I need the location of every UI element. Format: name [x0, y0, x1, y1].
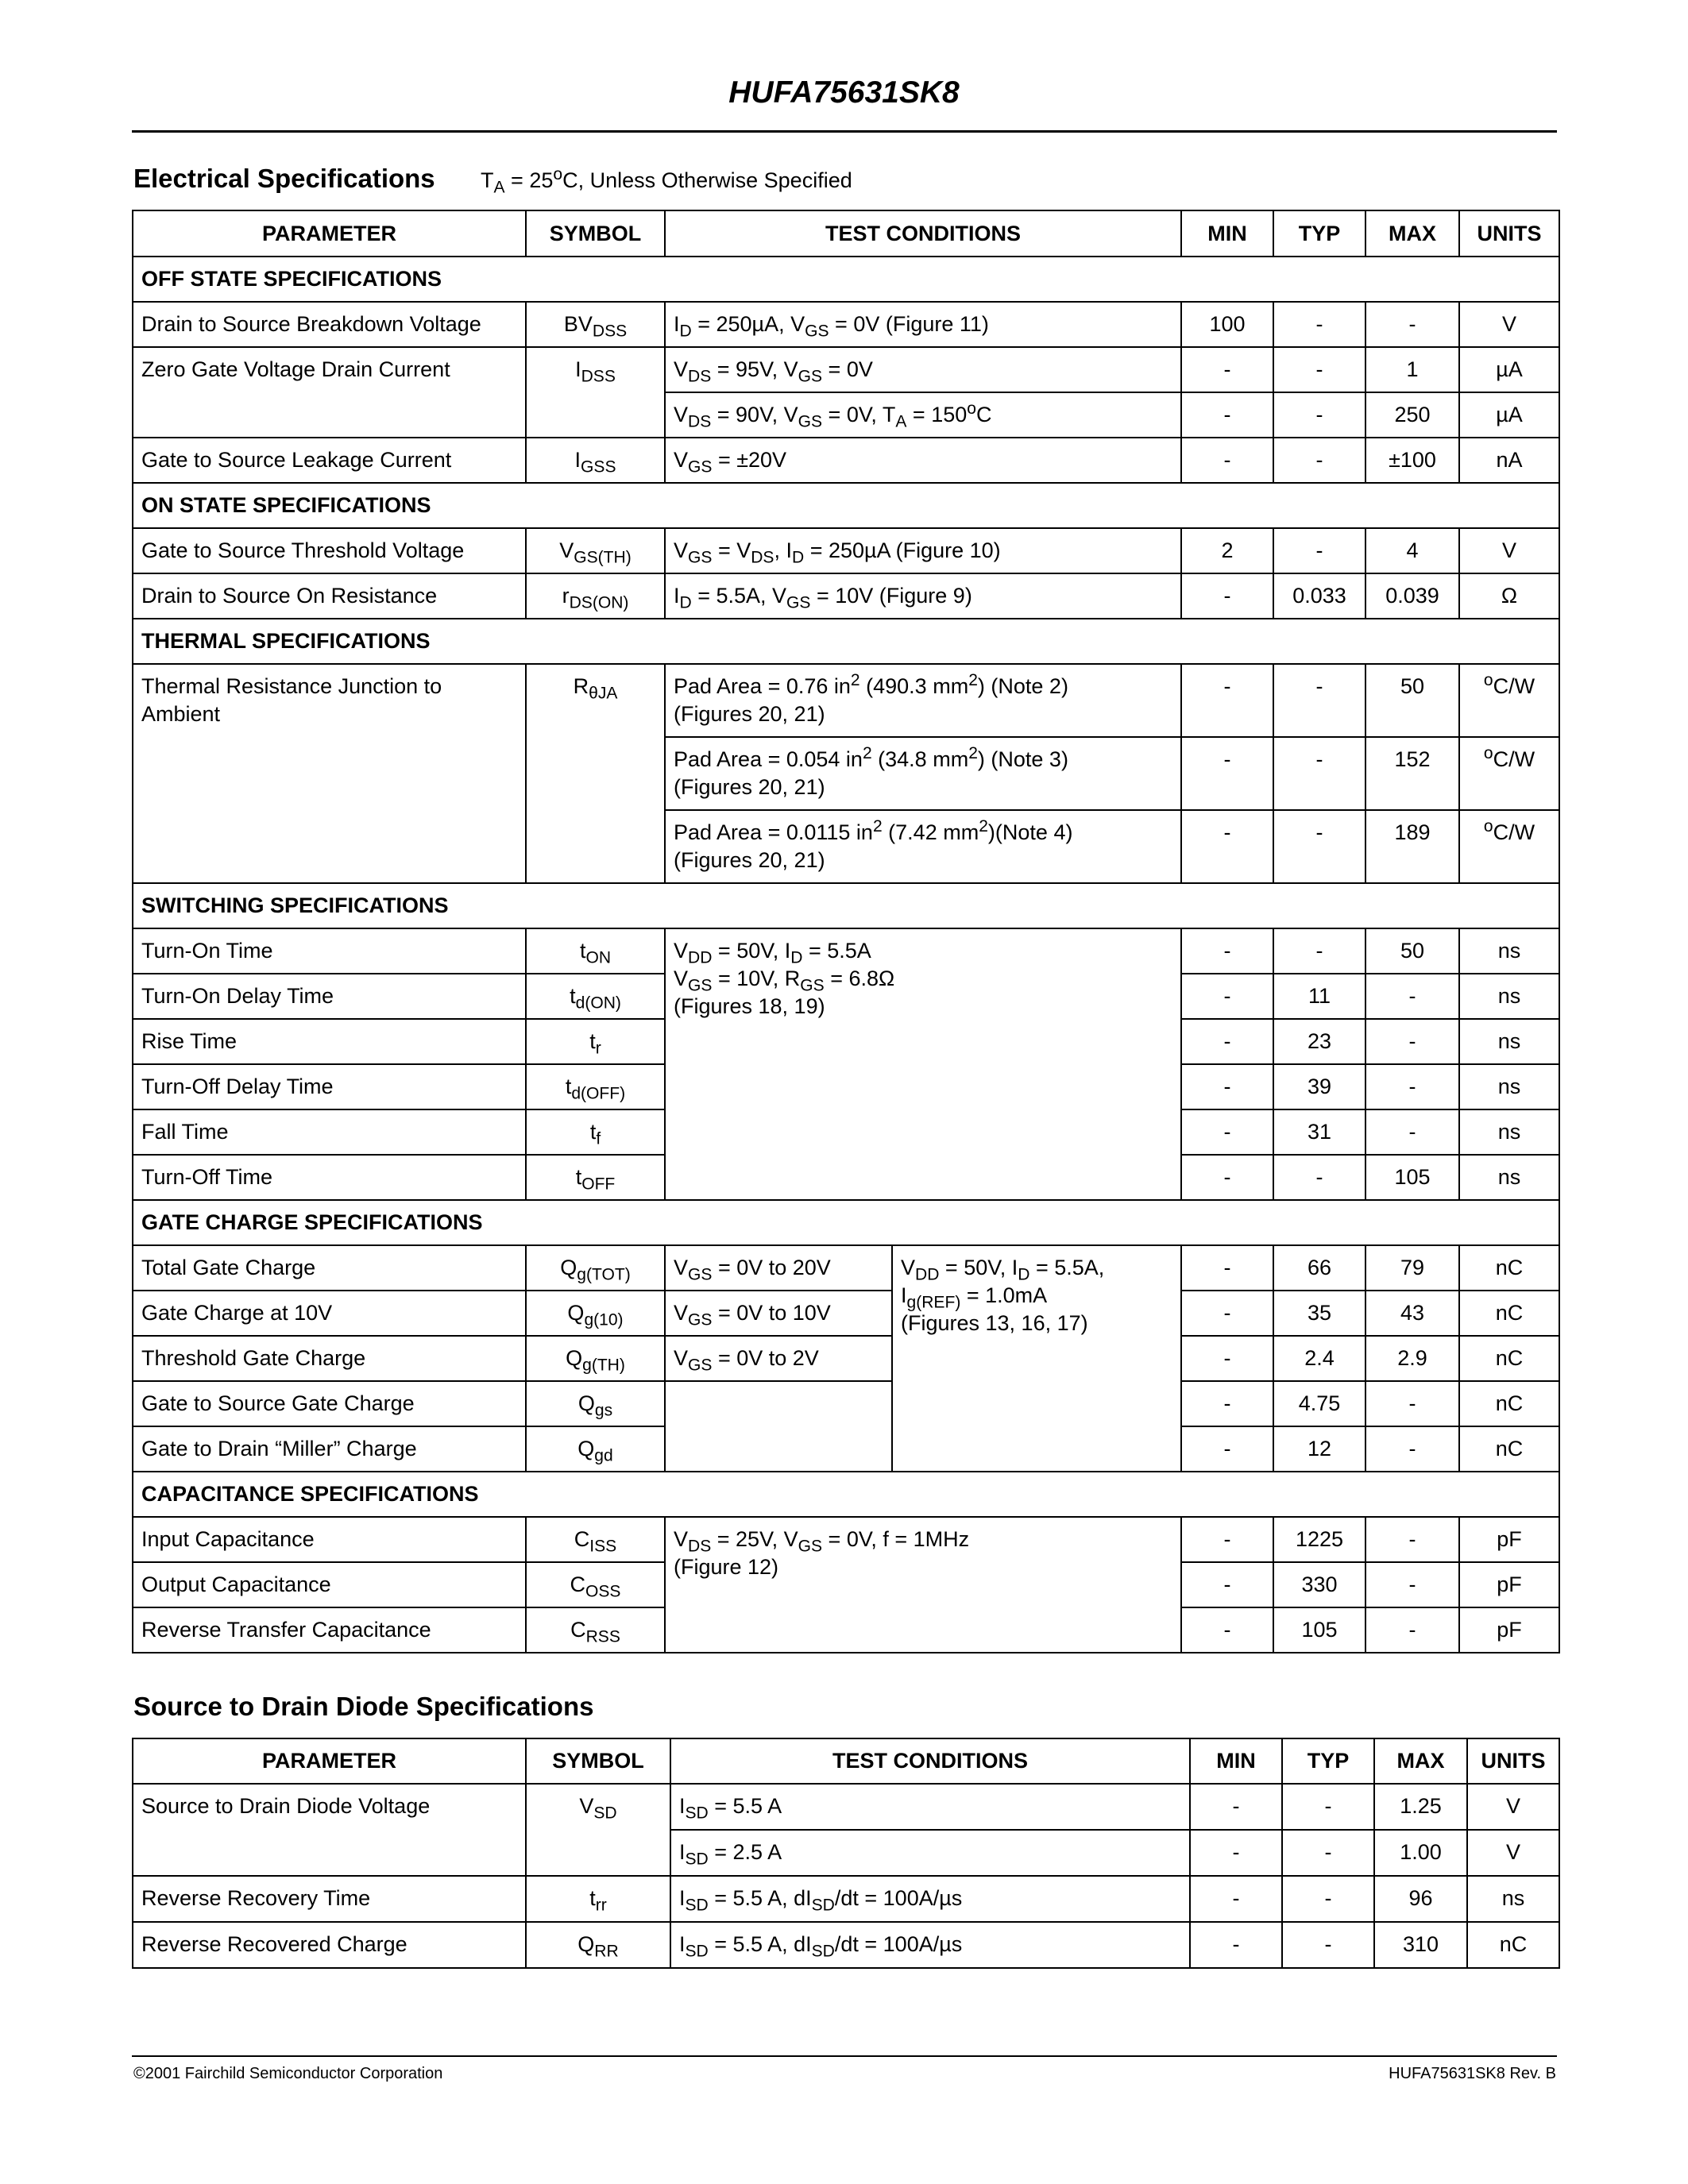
cond-capacitance: $V_{DS} = 25V$, $V_{GS} = 0V$, f = 1MHz (Figure 12)	[665, 1517, 1181, 1653]
col-parameter: PARAMETER	[133, 1738, 526, 1784]
max-value: -	[1365, 974, 1459, 1019]
footer-copyright: ©2001 Fairchild Semiconductor Corporation	[133, 2065, 443, 2082]
max-value: 2.9	[1365, 1336, 1459, 1381]
min-value: -	[1190, 1784, 1282, 1830]
units-value: pF	[1459, 1562, 1559, 1607]
min-value: -	[1181, 573, 1273, 619]
param-qgs: Gate to Source Gate Charge	[133, 1381, 526, 1426]
typ-value: -	[1273, 928, 1365, 974]
typ-value: 1225	[1273, 1517, 1365, 1562]
diode-specs-heading: Source to Drain Diode Specifications	[133, 1692, 594, 1721]
units-value: V	[1467, 1830, 1559, 1876]
col-test-conditions: TEST CONDITIONS	[665, 210, 1181, 257]
max-value: 43	[1365, 1291, 1459, 1336]
max-value: -	[1365, 1109, 1459, 1155]
max-value: 152	[1365, 737, 1459, 810]
max-value: 1	[1365, 347, 1459, 392]
max-value: 4	[1365, 528, 1459, 573]
symbol-bvdss: $BV_{DSS}$	[526, 302, 665, 347]
units-value: µA	[1459, 392, 1559, 438]
diode-specs-table	[132, 1738, 1560, 1969]
param-qgtot: Total Gate Charge	[133, 1245, 526, 1291]
typ-value: 12	[1273, 1426, 1365, 1472]
units-value: ns	[1459, 928, 1559, 974]
min-value: -	[1181, 1562, 1273, 1607]
typ-value: 66	[1273, 1245, 1365, 1291]
table-row	[133, 302, 1559, 347]
max-value: -	[1365, 1562, 1459, 1607]
cond-idss-2: $V_{DS} = 90V$, $V_{GS} = 0V$, $T_A = 150^oC$	[665, 392, 1181, 438]
col-max: MAX	[1365, 210, 1459, 257]
cond-rja-3: Pad Area = 0.0115 $in^2$ (7.42 $mm^2)(Note$ 4) (Figures 20, 21)	[665, 810, 1181, 883]
symbol-qg10: $Q_{g(10)}$	[526, 1291, 665, 1336]
cond-trr: $I_{SD} = 5.5$ A, $dI_{SD}/dt = 100A/\mu s$	[670, 1876, 1190, 1922]
param-tdoff: Turn-Off Delay Time	[133, 1064, 526, 1109]
table-row	[133, 664, 1559, 737]
max-value: 1.25	[1374, 1784, 1467, 1830]
electrical-specs-heading: Electrical Specifications	[133, 164, 435, 193]
typ-value: 2.4	[1273, 1336, 1365, 1381]
units-value: µA	[1459, 347, 1559, 392]
table-row	[133, 1381, 1559, 1426]
bottom-rule	[132, 2055, 1557, 2057]
max-value: 250	[1365, 392, 1459, 438]
typ-value: -	[1273, 737, 1365, 810]
min-value: -	[1181, 1426, 1273, 1472]
max-value: -	[1365, 1426, 1459, 1472]
units-value: nC	[1459, 1336, 1559, 1381]
param-rja: Thermal Resistance Junction to Ambient	[133, 664, 526, 883]
typ-value: 23	[1273, 1019, 1365, 1064]
table-row	[133, 1922, 1559, 1968]
col-units: UNITS	[1459, 210, 1559, 257]
section-on-state: ON STATE SPECIFICATIONS	[133, 483, 1559, 528]
max-value: -	[1365, 1607, 1459, 1653]
units-value: ns	[1459, 1109, 1559, 1155]
min-value: 2	[1181, 528, 1273, 573]
typ-value: 11	[1273, 974, 1365, 1019]
min-value: -	[1190, 1922, 1282, 1968]
table-row	[133, 928, 1559, 974]
cond-qgth: $V_{GS} = 0V$ to 2V	[665, 1336, 892, 1381]
cond-rdson: $I_D = 5.5A$, $V_{GS} = 10V$ (Figure 9)	[665, 573, 1181, 619]
symbol-tf: $t_f$	[526, 1109, 665, 1155]
symbol-ciss: $C_{ISS}$	[526, 1517, 665, 1562]
units-value: V	[1459, 528, 1559, 573]
units-value: pF	[1459, 1607, 1559, 1653]
min-value: -	[1181, 1019, 1273, 1064]
param-ciss: Input Capacitance	[133, 1517, 526, 1562]
min-value: 100	[1181, 302, 1273, 347]
units-value: nA	[1459, 438, 1559, 483]
min-value: -	[1181, 392, 1273, 438]
units-value: nC	[1459, 1381, 1559, 1426]
units-value: ns	[1467, 1876, 1559, 1922]
typ-value: -	[1282, 1830, 1374, 1876]
cond-rja-1: Pad Area = 0.76 $in^2$ (490.3 $mm^2$) (Note 2) (Figures 20, 21)	[665, 664, 1181, 737]
symbol-toff: $t_{OFF}$	[526, 1155, 665, 1200]
param-idss: Zero Gate Voltage Drain Current	[133, 347, 526, 438]
document-title: HUFA75631SK8	[728, 75, 960, 110]
section-thermal: THERMAL SPECIFICATIONS	[133, 619, 1559, 664]
param-qgd: Gate to Drain “Miller” Charge	[133, 1426, 526, 1472]
table-row	[133, 438, 1559, 483]
cond-qgtot: $V_{GS} = 0V$ to 20V	[665, 1245, 892, 1291]
section-off-state: OFF STATE SPECIFICATIONS	[133, 257, 1559, 302]
typ-value: 35	[1273, 1291, 1365, 1336]
typ-value: -	[1273, 528, 1365, 573]
typ-value: -	[1273, 1155, 1365, 1200]
table-row	[133, 1291, 1559, 1336]
typ-value: -	[1282, 1876, 1374, 1922]
typ-value: -	[1282, 1784, 1374, 1830]
typ-value: -	[1273, 810, 1365, 883]
param-rdson: Drain to Source On Resistance	[133, 573, 526, 619]
symbol-rja: $R_{\theta JA}$	[526, 664, 665, 883]
max-value: 50	[1365, 928, 1459, 974]
param-vgsth: Gate to Source Threshold Voltage	[133, 528, 526, 573]
symbol-tdoff: $t_{d(OFF)}$	[526, 1064, 665, 1109]
units-value: pF	[1459, 1517, 1559, 1562]
table-row	[133, 528, 1559, 573]
symbol-qgs: $Q_{gs}$	[526, 1381, 665, 1426]
min-value: -	[1181, 1607, 1273, 1653]
max-value: ±100	[1365, 438, 1459, 483]
cond-gate-common: $V_{DD} = 50V$, $I_D = 5.5A$, $I_{g(REF)} = 1.0mA$ (Figures 13, 16, 17)	[892, 1245, 1181, 1472]
symbol-igss: $I_{GSS}$	[526, 438, 665, 483]
units-value: nC	[1467, 1922, 1559, 1968]
units-value: $^o$C/W	[1459, 664, 1559, 737]
max-value: 1.00	[1374, 1830, 1467, 1876]
table-row	[133, 1876, 1559, 1922]
col-symbol: SYMBOL	[526, 1738, 670, 1784]
symbol-tdon: $t_{d(ON)}$	[526, 974, 665, 1019]
param-coss: Output Capacitance	[133, 1562, 526, 1607]
max-value: 96	[1374, 1876, 1467, 1922]
units-value: Ω	[1459, 573, 1559, 619]
min-value: -	[1181, 1245, 1273, 1291]
max-value: -	[1365, 1381, 1459, 1426]
min-value: -	[1181, 347, 1273, 392]
param-vsd: Source to Drain Diode Voltage	[133, 1784, 526, 1876]
param-ton: Turn-On Time	[133, 928, 526, 974]
min-value: -	[1181, 438, 1273, 483]
max-value: -	[1365, 1517, 1459, 1562]
cond-rja-2: Pad Area = 0.054 $in^2$ (34.8 $mm^2$) (Note 3) (Figures 20, 21)	[665, 737, 1181, 810]
param-qg10: Gate Charge at 10V	[133, 1291, 526, 1336]
cond-switching: $V_{DD} = 50V$, $I_D = 5.5A$ $V_{GS} = 10V$, $R_{GS} = 6.8\Omega$ (Figures 18, 19)	[665, 928, 1181, 1200]
min-value: -	[1181, 1381, 1273, 1426]
typ-value: -	[1273, 347, 1365, 392]
cond-igss: $V_{GS} = \pm 20V$	[665, 438, 1181, 483]
col-max: MAX	[1374, 1738, 1467, 1784]
max-value: 79	[1365, 1245, 1459, 1291]
units-value: ns	[1459, 1064, 1559, 1109]
max-value: 0.039	[1365, 573, 1459, 619]
table-row	[133, 347, 1559, 392]
typ-value: 330	[1273, 1562, 1365, 1607]
typ-value: -	[1273, 664, 1365, 737]
symbol-crss: $C_{RSS}$	[526, 1607, 665, 1653]
cond-vsd-2: $I_{SD} = 2.5$ A	[670, 1830, 1190, 1876]
min-value: -	[1181, 810, 1273, 883]
header-row	[133, 1738, 1559, 1784]
col-min: MIN	[1181, 210, 1273, 257]
max-value: -	[1365, 1064, 1459, 1109]
typ-value: 0.033	[1273, 573, 1365, 619]
symbol-trr: $t_{rr}$	[526, 1876, 670, 1922]
min-value: -	[1181, 1155, 1273, 1200]
col-parameter: PARAMETER	[133, 210, 526, 257]
symbol-vgsth: $V_{GS(TH)}$	[526, 528, 665, 573]
param-qgth: Threshold Gate Charge	[133, 1336, 526, 1381]
max-value: 310	[1374, 1922, 1467, 1968]
max-value: 105	[1365, 1155, 1459, 1200]
cond-vgsth: $V_{GS} = V_{DS}$, $I_D = 250\mu A$ (Figure 10)	[665, 528, 1181, 573]
symbol-qgth: $Q_{g(TH)}$	[526, 1336, 665, 1381]
min-value: -	[1181, 737, 1273, 810]
col-test-conditions: TEST CONDITIONS	[670, 1738, 1190, 1784]
units-value: V	[1459, 302, 1559, 347]
min-value: -	[1181, 928, 1273, 974]
col-min: MIN	[1190, 1738, 1282, 1784]
symbol-qrr: $Q_{RR}$	[526, 1922, 670, 1968]
min-value: -	[1181, 974, 1273, 1019]
cond-qrr: $I_{SD} = 5.5$ A, $dI_{SD}/dt = 100A/\mu s$	[670, 1922, 1190, 1968]
symbol-qgd: $Q_{gd}$	[526, 1426, 665, 1472]
max-value: -	[1365, 1019, 1459, 1064]
footer-doc-rev: HUFA75631SK8 Rev. B	[1389, 2065, 1556, 2082]
table-row	[133, 573, 1559, 619]
electrical-specs-table	[132, 210, 1560, 1653]
typ-value: -	[1273, 438, 1365, 483]
max-value: 50	[1365, 664, 1459, 737]
max-value: 189	[1365, 810, 1459, 883]
symbol-idss: $I_{DSS}$	[526, 347, 665, 438]
min-value: -	[1190, 1876, 1282, 1922]
units-value: ns	[1459, 974, 1559, 1019]
max-value: -	[1365, 302, 1459, 347]
min-value: -	[1181, 1517, 1273, 1562]
cond-idss-1: $V_{DS} = 95V$, $V_{GS} = 0V$	[665, 347, 1181, 392]
cond-qg10: $V_{GS} = 0V$ to 10V	[665, 1291, 892, 1336]
cond-bvdss: $I_D = 250\mu A$, $V_{GS} = 0V$ (Figure 11)	[665, 302, 1181, 347]
symbol-coss: $C_{OSS}$	[526, 1562, 665, 1607]
min-value: -	[1190, 1830, 1282, 1876]
symbol-rdson: $r_{DS(ON)}$	[526, 573, 665, 619]
min-value: -	[1181, 664, 1273, 737]
typ-value: -	[1273, 302, 1365, 347]
cond-empty	[665, 1381, 892, 1472]
symbol-tr: $t_r$	[526, 1019, 665, 1064]
units-value: nC	[1459, 1426, 1559, 1472]
section-gate-charge: GATE CHARGE SPECIFICATIONS	[133, 1200, 1559, 1245]
min-value: -	[1181, 1291, 1273, 1336]
param-toff: Turn-Off Time	[133, 1155, 526, 1200]
section-capacitance: CAPACITANCE SPECIFICATIONS	[133, 1472, 1559, 1517]
typ-value: 39	[1273, 1064, 1365, 1109]
min-value: -	[1181, 1064, 1273, 1109]
table-row	[133, 1784, 1559, 1830]
param-tdon: Turn-On Delay Time	[133, 974, 526, 1019]
min-value: -	[1181, 1336, 1273, 1381]
col-typ: TYP	[1273, 210, 1365, 257]
units-value: $^o$C/W	[1459, 737, 1559, 810]
table-row	[133, 1336, 1559, 1381]
units-value: nC	[1459, 1245, 1559, 1291]
table-row	[133, 1245, 1559, 1291]
units-value: ns	[1459, 1155, 1559, 1200]
top-rule	[132, 130, 1557, 133]
section-switching: SWITCHING SPECIFICATIONS	[133, 883, 1559, 928]
col-typ: TYP	[1282, 1738, 1374, 1784]
cond-vsd-1: $I_{SD} = 5.5$ A	[670, 1784, 1190, 1830]
test-conditions-note: $T_A = 25^oC$, Unless Otherwise Specified	[481, 165, 852, 197]
symbol-qgtot: $Q_{g(TOT)}$	[526, 1245, 665, 1291]
param-trr: Reverse Recovery Time	[133, 1876, 526, 1922]
typ-value: -	[1282, 1922, 1374, 1968]
param-igss: Gate to Source Leakage Current	[133, 438, 526, 483]
param-qrr: Reverse Recovered Charge	[133, 1922, 526, 1968]
param-bvdss: Drain to Source Breakdown Voltage	[133, 302, 526, 347]
col-units: UNITS	[1467, 1738, 1559, 1784]
units-value: V	[1467, 1784, 1559, 1830]
typ-value: -	[1273, 392, 1365, 438]
param-tf: Fall Time	[133, 1109, 526, 1155]
symbol-ton: $t_{ON}$	[526, 928, 665, 974]
header-row	[133, 210, 1559, 257]
param-crss: Reverse Transfer Capacitance	[133, 1607, 526, 1653]
units-value: nC	[1459, 1291, 1559, 1336]
param-tr: Rise Time	[133, 1019, 526, 1064]
units-value: ns	[1459, 1019, 1559, 1064]
units-value: $^o$C/W	[1459, 810, 1559, 883]
typ-value: 4.75	[1273, 1381, 1365, 1426]
table-row	[133, 1517, 1559, 1562]
typ-value: 31	[1273, 1109, 1365, 1155]
symbol-vsd: $V_{SD}$	[526, 1784, 670, 1876]
typ-value: 105	[1273, 1607, 1365, 1653]
col-symbol: SYMBOL	[526, 210, 665, 257]
min-value: -	[1181, 1109, 1273, 1155]
